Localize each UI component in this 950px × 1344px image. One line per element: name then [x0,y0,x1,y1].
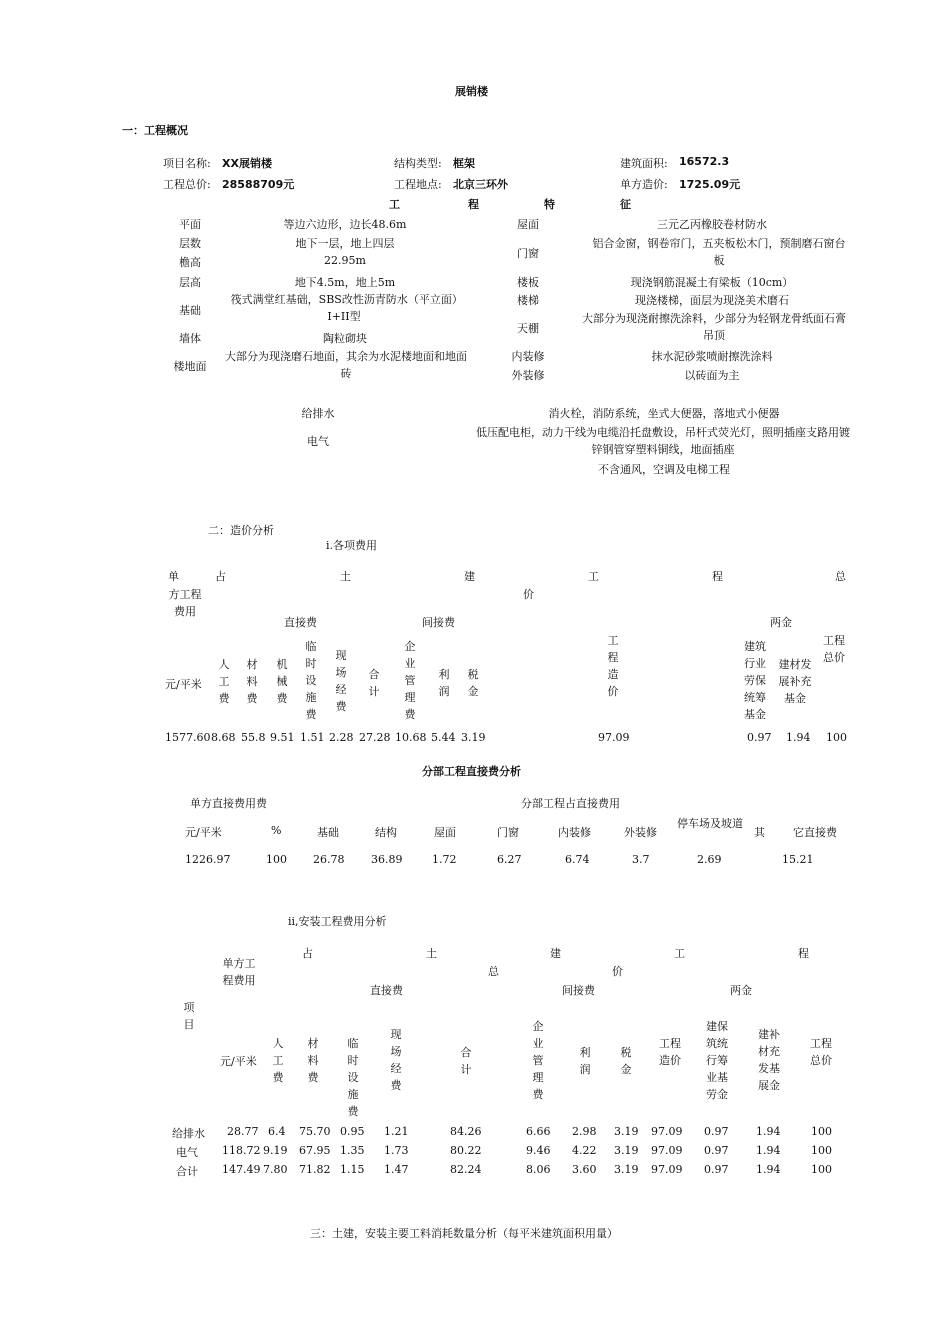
feature-label: 墙体 [179,332,201,345]
section2-heading: 二：造价分析 [208,524,274,537]
t1-cell: 1.94 [786,731,811,744]
t2-cell: 6.27 [497,853,522,866]
feature-value: 三元乙丙橡胶卷材防水 [657,218,767,231]
feature-value: 抹水泥砂浆喷耐擦洗涂料 [651,350,773,363]
t3-cell: 147.49 [222,1163,261,1176]
location-value: 北京三环外 [453,178,508,191]
feature-value: 大部分为现浇磨石地面，其余为水泥楼地面和地面砖 [225,350,467,380]
install-value: 低压配电柜，动力干线为电缆沿托盘敷设，吊杆式荧光灯，照明插座支路用镀锌钢管穿塑料铜线，地面插座 [476,426,850,456]
feature-label: 平面 [179,218,201,231]
t1-col-header: 材料费 [246,658,258,705]
t1-cell: 1577.60 [165,731,211,744]
t1-cell: 1.51 [300,731,325,744]
t3-cell: 1.94 [756,1125,781,1138]
structure-value: 框架 [453,157,475,170]
t3-row-name: 合计 [176,1165,198,1178]
t1-cell: 10.68 [395,731,427,744]
t3-cell: 0.95 [340,1125,365,1138]
t3-cell: 3.19 [614,1125,639,1138]
t3-col-header: 合计 [460,1046,472,1076]
feature-value: 筏式满堂红基础，SBS改性沥青防水（平立面）I+II型 [230,293,458,323]
project-name-label: 项目名称: [163,157,211,170]
feature-label: 层高 [179,276,201,289]
t3-top-char: 建 [550,947,561,960]
t3-cell: 3.19 [614,1144,639,1157]
t2-cell: 6.74 [565,853,590,866]
feature-label: 楼地面 [173,360,207,373]
t1-direct-header: 直接费 [284,616,317,629]
t1-cell: 27.28 [359,731,391,744]
t3-col-header: 建补材充发基展金 [758,1028,780,1092]
t3-cell: 3.60 [572,1163,597,1176]
features-header-char: 程 [468,198,479,211]
t2-col-header: 其 [754,826,765,839]
t1-indirect-header: 间接费 [422,616,455,629]
project-name-value: XX展销楼 [222,157,272,170]
t2-cell: 15.21 [782,853,814,866]
t3-cell: 0.97 [704,1125,729,1138]
t1-col-header: 机械费 [276,658,288,705]
t3-top-total: 总 [488,965,499,978]
t3-unit-label: 单方工程费用 [222,957,256,987]
install-label: 电气 [307,435,329,448]
t3-cell: 2.98 [572,1125,597,1138]
t1-cell: 55.8 [241,731,266,744]
feature-label: 内装修 [511,350,545,363]
total-cost-value: 28588709元 [222,178,295,191]
t1-unit-label: 方工程费用 [168,588,202,618]
feature-label: 天棚 [517,322,539,335]
t3-cell: 3.19 [614,1163,639,1176]
t3-col-header: 现场经费 [390,1028,402,1092]
t3-cell: 82.24 [450,1163,482,1176]
t3-cell: 100 [811,1163,832,1176]
feature-label: 檐高 [179,256,201,269]
t1-top-char: 程 [712,570,723,583]
t3-indirect-header: 间接费 [562,984,595,997]
t3-col-header: 材料费 [307,1037,319,1084]
t3-top-char: 程 [798,947,809,960]
subsection-heading: ii,安装工程费用分析 [288,915,387,928]
t3-cell: 8.06 [526,1163,551,1176]
t1-col-header: 工程造价 [607,634,619,698]
t3-col-header: 利润 [579,1046,591,1076]
t3-cell: 9.19 [263,1144,288,1157]
t3-row-name: 给排水 [172,1127,205,1140]
t1-cell: 0.97 [747,731,772,744]
features-header-char: 征 [620,198,631,211]
t2-cell: 2.69 [697,853,722,866]
feature-label: 屋面 [517,218,539,231]
t3-cell: 67.95 [299,1144,331,1157]
t2-cell: 1.72 [432,853,457,866]
t1-col-header: 工程总价 [823,634,845,664]
area-label: 建筑面积: [620,157,668,170]
t3-col-header: 工程总价 [810,1037,832,1067]
t1-top-char: 占 [215,570,226,583]
t3-cell: 97.09 [651,1125,683,1138]
t1-col-header: 人工费 [218,658,230,705]
feature-value: 现浇钢筋混凝土有梁板（10cm） [630,276,794,289]
feature-label: 楼梯 [517,294,539,307]
t3-cell: 118.72 [222,1144,261,1157]
t3-cell: 97.09 [651,1163,683,1176]
t2-col-header: 门窗 [497,826,519,839]
t1-col-header: 元/平米 [165,678,202,691]
t2-col-header: 元/平米 [185,826,222,839]
t3-col-header: 人工费 [272,1037,284,1084]
t3-cell: 1.73 [384,1144,409,1157]
t3-cell: 100 [811,1125,832,1138]
t3-cell: 80.22 [450,1144,482,1157]
t2-cell: 26.78 [313,853,345,866]
t3-cell: 0.97 [704,1144,729,1157]
feature-value: 现浇楼梯，面层为现浇美术磨石 [635,294,789,307]
t1-col-header: 利润 [438,668,450,698]
t3-cell: 28.77 [227,1125,259,1138]
t3-col-header: 元/平米 [220,1055,257,1068]
feature-value: 陶粒砌块 [323,332,367,345]
t1-col-header: 现场经费 [335,649,347,713]
t2-cell: 36.89 [371,853,403,866]
feature-value: 大部分为现浇耐擦洗涂料，少部分为轻钢龙骨纸面石膏吊顶 [582,312,846,342]
t3-cell: 7.80 [263,1163,288,1176]
unit-cost-label: 单方造价: [620,178,668,191]
t2-col-header: 内装修 [558,826,591,839]
t3-taxes-header: 两金 [730,984,752,997]
t3-cell: 1.94 [756,1144,781,1157]
unit-cost-value: 1725.09元 [679,178,741,191]
t1-col-header: 建材发展补充基金 [778,658,812,705]
document-title: 展销楼 [455,85,488,98]
section3-heading: 三：土建，安装主要工料消耗数量分析（每平米建筑面积用量） [310,1227,618,1240]
features-header-char: 特 [544,198,555,211]
t2-col-header: 结构 [375,826,397,839]
t3-cell: 9.46 [526,1144,551,1157]
feature-value: 以砖面为主 [684,369,740,382]
t1-top-char: 土 [340,570,351,583]
install-value: 消火栓，消防系统，坐式大便器，落地式小便器 [548,407,780,420]
install-note: 不含通风，空调及电梯工程 [598,463,730,476]
t3-cell: 1.35 [340,1144,365,1157]
t3-cell: 1.94 [756,1163,781,1176]
t1-col-header: 企业管理费 [404,640,416,721]
feature-label: 门窗 [517,247,539,260]
t3-cell: 0.97 [704,1163,729,1176]
t3-cell: 75.70 [299,1125,331,1138]
t3-col-header: 企业管理费 [532,1020,544,1101]
location-label: 工程地点: [394,178,442,191]
features-header-char: 工 [389,198,400,211]
feature-label: 基础 [179,304,201,317]
feature-label: 层数 [179,237,201,250]
t2-col-header: 屋面 [434,826,456,839]
subsection-heading: i.各项费用 [326,539,378,552]
t1-cell: 5.44 [431,731,456,744]
t3-cell: 6.4 [268,1125,286,1138]
feature-label: 楼板 [517,276,539,289]
t2-col-header: 它直接费 [793,826,837,839]
feature-value: 地下4.5m，地上5m [294,276,396,289]
t3-cell: 84.26 [450,1125,482,1138]
t1-taxes-header: 两金 [770,616,792,629]
t3-col-header: 工程造价 [659,1037,681,1067]
structure-label: 结构类型: [394,157,442,170]
t3-col-header: 临时设施费 [347,1037,359,1118]
t1-cell: 9.51 [270,731,295,744]
feature-value: 地下一层，地上四层 [295,237,395,250]
t2-col-header: % [271,824,282,837]
t3-cell: 71.82 [299,1163,331,1176]
t2-col-header: 基础 [317,826,339,839]
t3-cell: 6.66 [526,1125,551,1138]
t1-cell: 3.19 [461,731,486,744]
t3-top-char: 占 [302,947,313,960]
t1-col-header: 建筑行业劳保统筹基金 [744,640,766,721]
t1-col-header: 合计 [368,668,380,698]
feature-value: 22.95m [324,254,366,267]
t1-cell: 97.09 [598,731,630,744]
t1-top-char: 建 [464,570,475,583]
total-cost-label: 工程总价: [163,178,211,191]
t1-cell: 100 [826,731,847,744]
t2-right-header: 分部工程占直接费用 [521,797,620,810]
t2-left-header: 单方直接费用费 [190,797,267,810]
t1-col-header: 税金 [467,668,479,698]
t1-cell: 2.28 [329,731,354,744]
area-value: 16572.3 [679,155,730,168]
t3-top-char: 土 [426,947,437,960]
t3-cell: 1.47 [384,1163,409,1176]
t1-top-price: 价 [523,588,534,601]
t2-col-header: 停车场及坡道 [677,817,743,830]
feature-value: 等边六边形，边长48.6m [283,218,407,231]
t3-top-char: 工 [674,947,685,960]
t1-cell: 8.68 [211,731,236,744]
t2-cell: 3.7 [632,853,650,866]
t3-cell: 1.21 [384,1125,409,1138]
t3-cell: 97.09 [651,1144,683,1157]
t1-top-char: 工 [588,570,599,583]
t3-direct-header: 直接费 [370,984,403,997]
section1-heading: 一：工程概况 [122,124,188,137]
t3-top-price: 价 [612,965,623,978]
t3-cell: 100 [811,1144,832,1157]
feature-value: 铝合金窗，钢卷帘门，五夹板松木门，预制磨石窗台板 [592,237,846,267]
t3-cell: 4.22 [572,1144,597,1157]
t2-cell: 1226.97 [185,853,231,866]
t1-col-header: 临时设施费 [305,640,317,721]
t2-title: 分部工程直接费分析 [422,765,521,778]
t2-cell: 100 [266,853,287,866]
feature-label: 外装修 [511,369,545,382]
t3-item-label: 项目 [183,1001,195,1031]
t1-top-char: 单 [168,570,179,583]
t3-row-name: 电气 [176,1146,198,1159]
t1-top-char: 总 [835,570,846,583]
t3-col-header: 建保筑统行筹业基劳金 [706,1020,728,1101]
t3-cell: 1.15 [340,1163,365,1176]
t2-col-header: 外装修 [624,826,657,839]
t3-col-header: 税金 [620,1046,632,1076]
install-label: 给排水 [301,407,335,420]
